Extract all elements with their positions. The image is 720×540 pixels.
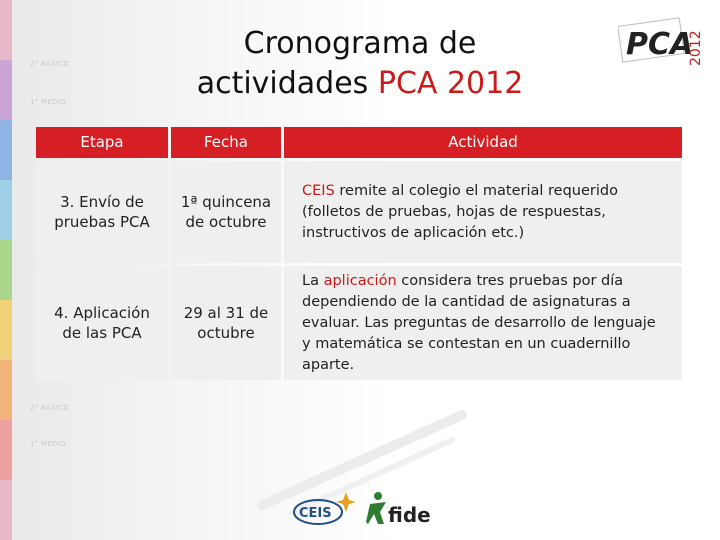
- table-row-2-fecha: [171, 266, 281, 380]
- pencil-decoration: [252, 405, 472, 515]
- fide-logo-text: fide: [388, 503, 431, 527]
- title-line-2-prefix: actividades: [196, 66, 378, 101]
- pca-logo: [618, 8, 710, 70]
- side-label: 1° MEDIO: [30, 98, 67, 106]
- header-etapa: Etapa: [36, 127, 168, 158]
- header-actividad: Actividad: [284, 127, 682, 158]
- actividad-highlight: aplicación: [323, 272, 397, 289]
- fecha-text: 29 al 31 de octubre: [183, 304, 269, 342]
- title-line-1: Cronograma de: [243, 26, 477, 61]
- table-row-2-etapa: [36, 266, 168, 380]
- ceis-logo: [292, 490, 356, 526]
- pca-logo-text: PCA: [626, 27, 694, 62]
- title-accent: PCA 2012: [377, 66, 524, 101]
- side-label: 1° MEDIO: [30, 440, 67, 448]
- table-row-1-etapa: [36, 161, 168, 263]
- slide-title: [160, 24, 560, 104]
- fecha-text: 1ª quincena de octubre: [180, 193, 272, 231]
- side-label: 2° BÁSICO: [30, 60, 70, 68]
- etapa-text: 3. Envío de pruebas PCA: [54, 193, 150, 231]
- actividad-rest: considera tres pruebas por día dependiendo de la cantidad de asignaturas a evaluar. Las preguntas de desarrollo de lenguaje y matemática se contestan en un cuadernillo aparte.: [302, 272, 656, 373]
- actividad-rest: remite al colegio el material requerido (folletos de pruebas, hojas de respuestas, instructivos de aplicación etc.): [302, 182, 618, 241]
- actividad-prefix: La: [302, 272, 324, 289]
- pca-logo-year: 2012: [688, 30, 704, 66]
- table-row-1-actividad: [284, 161, 682, 263]
- fide-logo: [366, 490, 432, 528]
- actividad-highlight: CEIS: [302, 182, 335, 199]
- ceis-logo-text: CEIS: [299, 506, 332, 521]
- actividad-text: [302, 181, 664, 244]
- table-row-2-actividad: [284, 266, 682, 380]
- actividad-text: [302, 271, 666, 376]
- etapa-text: 4. Aplicación de las PCA: [54, 304, 150, 342]
- table-row-1-fecha: [171, 161, 281, 263]
- header-fecha: Fecha: [171, 127, 281, 158]
- title-line-2: [160, 64, 560, 104]
- side-label: 2° BÁSICO: [30, 404, 70, 412]
